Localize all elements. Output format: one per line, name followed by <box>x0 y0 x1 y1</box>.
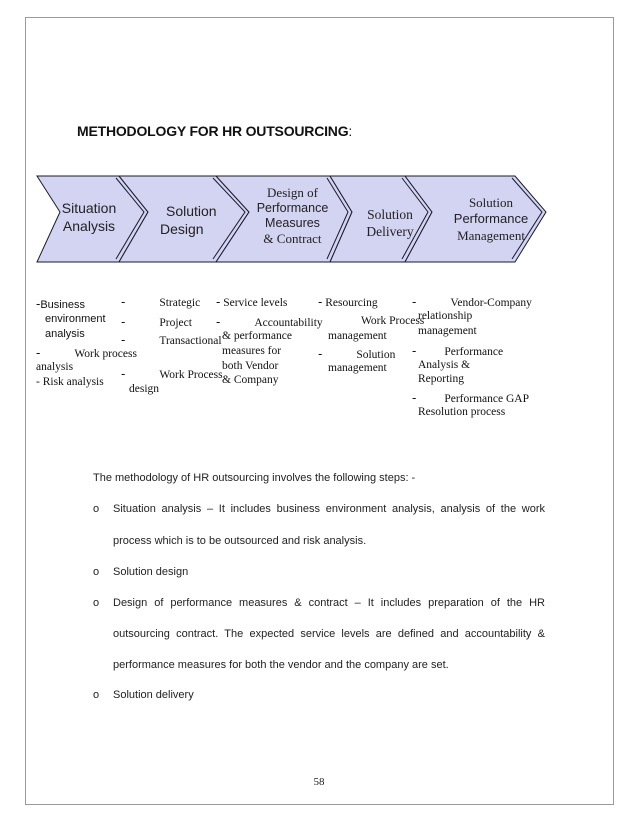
c5-analysis: Analysis & <box>418 359 471 371</box>
c4-work-process: Work Process <box>361 315 425 327</box>
c1-business: -Business <box>36 296 85 311</box>
c2-design: design <box>129 383 160 395</box>
c4-management: management <box>328 330 387 342</box>
c5-vendor-company: - Vendor-Company <box>412 294 532 309</box>
bullet-solution-design: Solution design <box>113 566 189 578</box>
c5-performance: - Performance <box>412 343 504 358</box>
c5-reporting: Reporting <box>418 373 464 385</box>
c3-measures-for: measures for <box>222 345 282 357</box>
c5-relationship: relationship <box>418 310 473 322</box>
c4-management-2: management <box>328 362 387 374</box>
bullet-design-performance-line1: Design of performance measures & contract – It includes preparation of the HR <box>113 597 545 609</box>
c4-solution: - Solution <box>318 346 396 361</box>
c2-project: - Project <box>121 314 192 329</box>
c5-performance-gap: - Performance GAP <box>412 390 529 405</box>
bullet-marker: o <box>93 566 100 578</box>
c3-both-vendor: both Vendor <box>222 360 279 372</box>
c1-work-process: - Work process <box>36 345 137 360</box>
c2-strategic: - Strategic <box>121 294 201 309</box>
c1-analysis-2: analysis <box>36 361 74 373</box>
c2-transactional: - Transactional <box>121 332 222 347</box>
c1-environment: environment <box>45 313 106 325</box>
stage-solution-delivery: Solution Delivery <box>366 207 414 239</box>
stage-solution-design: Solution Design <box>160 203 217 237</box>
stage-situation-analysis: Situation Analysis <box>61 200 117 234</box>
c5-resolution-process: Resolution process <box>418 406 506 418</box>
bullet-situation-analysis-line1: Situation analysis – It includes business environment analysis, analysis of the work <box>113 503 545 515</box>
c3-service-levels: - Service levels <box>216 294 288 309</box>
c3-performance: & performance <box>222 330 292 342</box>
bullet-marker: o <box>93 689 100 701</box>
c1-risk-analysis: - Risk analysis <box>36 376 104 388</box>
section-heading: METHODOLOGY FOR HR OUTSOURCING: <box>77 123 353 139</box>
c5-management: management <box>418 325 477 337</box>
stage-design-performance: Design of Performance Measures & Contract <box>256 185 329 246</box>
c3-accountability: - Accountability <box>216 314 323 329</box>
c4-resourcing: - Resourcing <box>318 294 378 309</box>
bullet-design-performance-line2: outsourcing contract. The expected service levels are defined and accountability & <box>113 628 545 640</box>
c2-work-process: - Work Process <box>121 366 223 381</box>
bullet-solution-delivery: Solution delivery <box>113 689 194 701</box>
c3-and-company: & Company <box>222 374 279 386</box>
bullet-design-performance-line3: performance measures for both the vendor and the company are set. <box>113 659 449 671</box>
stage-solution-performance-management: Solution Performance Management <box>453 195 529 243</box>
intro-paragraph: The methodology of HR outsourcing involves the following steps: - <box>93 472 416 484</box>
page-number: 58 <box>313 776 325 788</box>
bullet-situation-analysis-line2: process which is to be outsourced and risk analysis. <box>113 535 367 547</box>
bullet-marker: o <box>93 597 100 609</box>
bullet-marker: o <box>93 503 100 515</box>
c1-analysis: analysis <box>45 328 85 340</box>
